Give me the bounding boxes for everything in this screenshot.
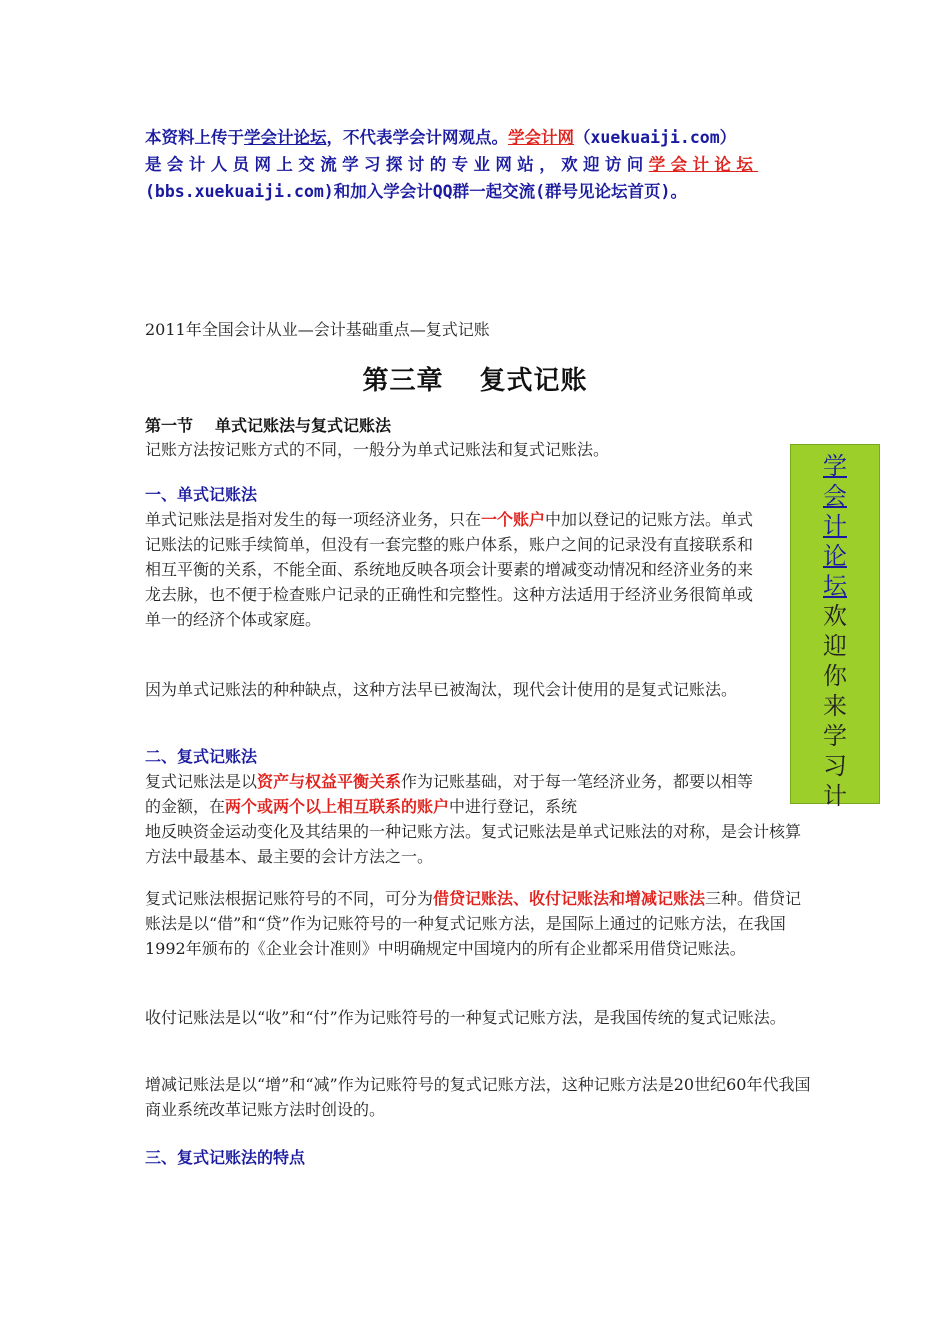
- forum-ad-banner[interactable]: [790, 444, 880, 810]
- notice-line-3: (bbs.xuekuaiji.com)和加入学会计QQ群一起交流(群号见论坛首页)。: [145, 182, 687, 201]
- intro-paragraph: 记账方法按记账方式的不同，一般分为单式记账法和复式记账法。: [145, 440, 610, 459]
- paragraph-single-entry: 单式记账法是指对发生的每一项经济业务，只在一个账户中加以登记的记账方法。单式记账法的记账手续简单，但没有一套完整的账户体系，账户之间的记录没有直接联系和相互平衡的关系，不能全面、系统地反映各项会计要素的增减变动情况和经济业务的来龙去脉，也不便于检查账户记录的正确性和完整性。这种方法适用于经济业务很简单或单一的经济个体或家庭。: [145, 510, 754, 629]
- ad-link-char[interactable]: 坛: [823, 572, 847, 600]
- paragraph-methods: 复式记账法根据记账符号的不同，可分为借贷记账法、收付记账法和增减记账法三种。借贷记账法是以“借”和“贷”作为记账符号的一种复式记账方法，是国际上通过的记账方法，在我国1992年颁布的《企业会计准则》中明确规定中国境内的所有企业都采用借贷记账法。: [145, 889, 802, 958]
- site-link[interactable]: 学会计网: [508, 128, 574, 147]
- section-title: 第一节 单式记账法与复式记账法: [145, 416, 392, 435]
- ad-char: 学: [823, 722, 847, 750]
- ad-link-char[interactable]: 计: [823, 512, 847, 540]
- forum-link-2[interactable]: 学会计论坛: [648, 155, 759, 174]
- paragraph-double-entry-cont: 地反映资金运动变化及其结果的一种记账方法。复式记账法是单式记账法的对称，是会计核算方法中最基本、最主要的会计方法之一。: [145, 822, 802, 866]
- paragraph-receipt-payment: 收付记账法是以“收”和“付”作为记账符号的一种复式记账方法，是我国传统的复式记账法。: [145, 1008, 786, 1027]
- chapter-title: 第三章 复式记账: [362, 366, 588, 396]
- ad-link-char[interactable]: 学: [823, 452, 847, 480]
- notice-line-2: 是会计人员网上交流学习探讨的专业网站，欢迎访问学会计论坛: [145, 155, 759, 174]
- ad-char: 来: [823, 692, 847, 720]
- document-subtitle: 2011年全国会计从业—会计基础重点—复式记账: [145, 320, 490, 339]
- heading-single-entry: 一、单式记账法: [145, 485, 258, 504]
- paragraph-double-entry: 复式记账法是以资产与权益平衡关系作为记账基础，对于每一笔经济业务，都要以相等的金额，在两个或两个以上相互联系的账户中进行登记，系统: [145, 772, 754, 816]
- upload-notice: [145, 124, 810, 205]
- ad-char: 计: [823, 782, 847, 810]
- heading-double-entry: 二、复式记账法: [145, 747, 258, 766]
- ad-link-char[interactable]: 论: [823, 542, 847, 570]
- heading-features: 三、复式记账法的特点: [145, 1148, 306, 1167]
- forum-link[interactable]: 学会计论坛: [244, 128, 327, 147]
- ad-char: 迎: [823, 632, 847, 660]
- ad-link-char[interactable]: 会: [823, 482, 847, 510]
- ad-char: 你: [823, 662, 847, 690]
- paragraph-obsolete: 因为单式记账法的种种缺点，这种方法早已被淘汰，现代会计使用的是复式记账法。: [145, 680, 738, 699]
- notice-line-1: 本资料上传于学会计论坛，不代表学会计网观点。学会计网（xuekuaiji.com）: [145, 128, 737, 147]
- ad-char: 习: [823, 752, 847, 780]
- paragraph-increase-decrease: 增减记账法是以“增”和“减”作为记账符号的复式记账方法，这种记账方法是20世纪60年代我国商业系统改革记账方法时创设的。: [145, 1075, 811, 1119]
- ad-char: 欢: [823, 602, 847, 630]
